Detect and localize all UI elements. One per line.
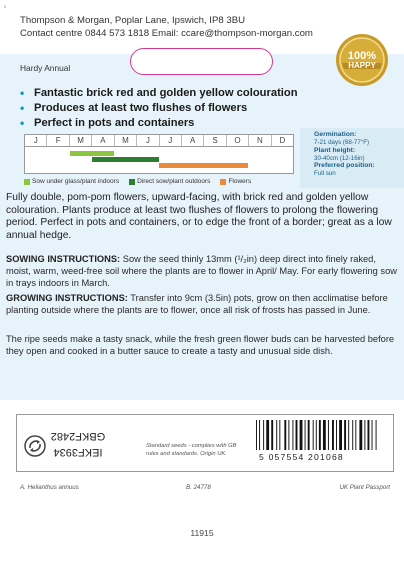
barcode-bar <box>288 420 289 450</box>
sow-indoors-bar <box>70 151 115 156</box>
barcode-bar <box>344 420 346 450</box>
germination-label: Germination: <box>314 131 357 138</box>
sowing-label: SOWING INSTRUCTIONS: <box>6 254 121 264</box>
month-cell: M <box>70 135 92 146</box>
legend-sow-outdoors: Direct sow/plant outdoors <box>129 178 210 185</box>
barcode-bar <box>305 420 306 450</box>
barcode-bar <box>271 420 273 450</box>
barcode-bar <box>355 420 356 450</box>
barcode-bar <box>308 420 310 450</box>
germination-value: 7-21 days (68-77°F) <box>314 139 370 146</box>
sowing-instructions <box>6 253 400 289</box>
calendar-legend <box>24 178 261 185</box>
calendar-months <box>25 135 293 147</box>
growing-info-panel <box>300 128 404 188</box>
barcode-bar <box>300 420 303 450</box>
batch-number: B. 24778 <box>186 484 211 491</box>
month-cell: J <box>25 135 47 146</box>
ean-number: 5 057554 201068 <box>259 452 344 462</box>
month-cell: J <box>137 135 159 146</box>
barcode-bar <box>364 420 365 450</box>
barcode-bar <box>276 420 277 450</box>
barcode-bar <box>313 420 314 450</box>
growing-label: GROWING INSTRUCTIONS: <box>6 293 128 303</box>
corner-mark: 5 <box>4 4 7 9</box>
barcode-bar <box>284 420 286 450</box>
position-value: Full sun <box>314 170 336 177</box>
height-value: 30-40cm (12-16in) <box>314 154 365 162</box>
barcode-bar <box>339 420 342 450</box>
growing-instructions <box>6 292 400 316</box>
badge-happy: HAPPY <box>348 61 376 70</box>
barcode-bar <box>368 420 370 450</box>
code-1: IEKF3934 <box>53 446 103 458</box>
barcode-bar <box>279 420 280 450</box>
sow-outdoors-bar <box>92 157 159 162</box>
plant-passport: UK Plant Passport <box>339 484 390 491</box>
month-cell: D <box>279 136 286 145</box>
code-2: GBKF2482 <box>50 430 106 442</box>
barcode-bar <box>319 420 321 450</box>
blank-label-pill <box>130 48 273 75</box>
badge-percent: 100% <box>347 50 377 62</box>
month-cell: A <box>92 135 114 146</box>
species-name: A. Helianthus annuus <box>20 484 79 491</box>
sowing-calendar <box>24 134 294 174</box>
page-number: 11915 <box>190 528 214 538</box>
feature-item: • Fantastic brick red and golden yellow colouration <box>20 86 298 100</box>
barcode-bar <box>266 420 269 450</box>
month-cell: F <box>47 135 69 146</box>
flowers-bar <box>159 163 248 168</box>
legend-flowers: Flowers <box>220 178 251 185</box>
month-cell: N <box>249 135 271 146</box>
sowing-text: Sow the seed thinly 13mm (¹/₂in) deep direct into finely raked, moist, warm, weed-free soil where the plants are to flower in April/ May. For early flowering sow in trays indoors in March. <box>6 254 397 288</box>
description: Fully double, pom-pom flowers, upward-facing, with brick red and golden yellow colouration. Plants produce at least two flushes of flowers to prolong the flowering period. Perfect in pots and containers, or to edge the front of a border; great as a low annual hedge. <box>6 192 392 241</box>
contact-line: Contact centre 0844 573 1818 Email: ccare@thompson-morgan.com <box>20 28 313 39</box>
month-cell: S <box>204 135 226 146</box>
position-label: Preferred position: <box>314 162 375 169</box>
barcode-bar <box>352 420 353 450</box>
barcode-bar <box>263 420 264 450</box>
barcode-bar <box>332 420 334 450</box>
standard-note: Standard seeds - complies with GB rules and standards. Origin UK. <box>146 443 237 457</box>
plant-type: Hardy Annual <box>20 63 71 73</box>
legend-sow-indoors: Sow under glass/plant indoors <box>24 178 119 185</box>
barcode-bar <box>348 420 349 450</box>
barcode-bar <box>316 420 317 450</box>
happy-badge <box>334 32 390 88</box>
barcode-bar <box>259 420 260 450</box>
barcode-bar <box>256 420 257 450</box>
barcode-bar <box>296 420 298 450</box>
ean-barcode <box>254 420 394 450</box>
batch-codes <box>50 420 106 468</box>
feature-list <box>20 86 400 131</box>
barcode-bar <box>336 420 337 450</box>
growing-text: Transfer into 9cm (3.5in) pots, grow on then acclimatise before planting outside where the plants are to flower, once all risk of frosts has passed in June. <box>6 293 388 315</box>
barcode-bar <box>376 420 377 450</box>
month-cell: M <box>115 135 137 146</box>
extra-notes: The ripe seeds make a tasty snack, while the fresh green flower buds can be harvested before they open and cooked in a butter sauce to create a tasty and unusual side dish. <box>6 334 395 356</box>
barcode-bar <box>292 420 293 450</box>
recycle-icon <box>24 435 46 457</box>
month-cell: O <box>227 135 249 146</box>
feature-item: • Perfect in pots and containers <box>20 116 195 130</box>
feature-item: • Produces at least two flushes of flowers <box>20 101 248 115</box>
barcode-bar <box>359 420 362 450</box>
barcode-bar <box>328 420 329 450</box>
contact-block <box>20 14 313 40</box>
height-label: Plant height: <box>314 146 356 154</box>
company-address: Thompson & Morgan, Poplar Lane, Ipswich, IP8 3BU <box>20 15 246 26</box>
month-cell: J <box>160 135 182 146</box>
month-cell: A <box>182 135 204 146</box>
barcode-bar <box>323 420 326 450</box>
barcode-bar <box>372 420 373 450</box>
